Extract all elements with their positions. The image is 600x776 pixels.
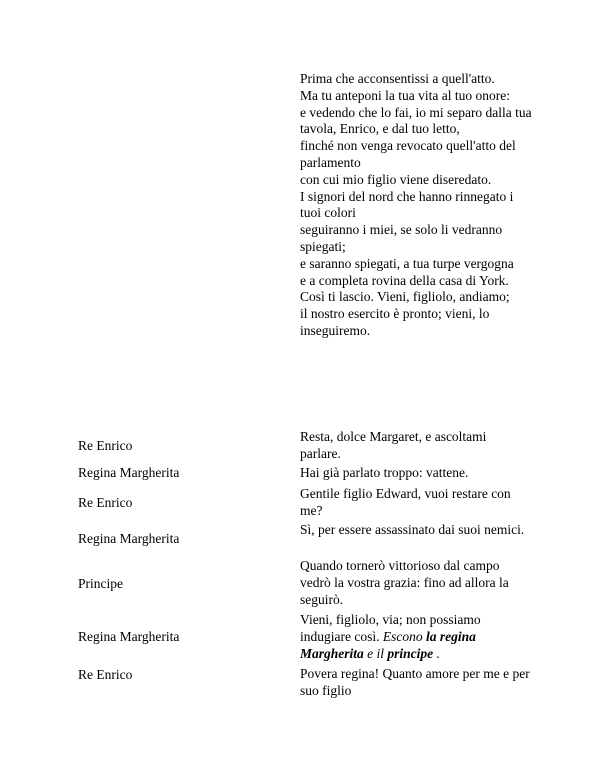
speaker-name: Regina Margherita: [78, 531, 180, 546]
speech-line: con cui mio figlio viene diseredato.: [300, 171, 492, 187]
speech-line: Prima che acconsentissi a quell'atto.: [300, 71, 495, 86]
speech-line: Ma tu anteponi la tua vita al tuo onore:: [300, 87, 510, 103]
stage-direction-verb: Escono: [382, 628, 423, 644]
stage-direction-character: la regina Margherita: [300, 628, 476, 661]
dialogue-text: Gentile figlio Edward, vuoi restare con me?: [300, 486, 511, 518]
speech-line: e a completa rovina della casa di York.: [300, 272, 509, 288]
dialogue-text: Hai già parlato troppo: vattene.: [300, 465, 469, 480]
opening-speech: [300, 71, 535, 340]
dialogue-text: Quando tornerò vittorioso dal campo vedrò la vostra grazia: fino ad allora la seguirò.: [300, 558, 509, 607]
speech-line: seguiranno i miei, se solo li vedranno spiegati;: [300, 222, 503, 254]
speaker-name: Regina Margherita: [78, 465, 180, 480]
speaker-name: Re Enrico: [78, 667, 133, 682]
dialogue-line: Vieni, figliolo, via; non possiamo indugiare così.: [300, 612, 481, 644]
stage-direction-conjunction: e il: [367, 645, 385, 661]
speaker-name: Regina Margherita: [78, 629, 180, 644]
dialogue-text: Resta, dolce Margaret, e ascoltami parlare.: [300, 429, 487, 461]
speech-line: Così ti lascio. Vieni, figliolo, andiamo;: [300, 289, 510, 305]
dialogue-text: [300, 612, 530, 662]
speech-line: il nostro esercito è pronto; vieni, lo inseguiremo.: [300, 306, 490, 338]
speaker-name: Re Enrico: [78, 495, 133, 510]
speaker-name: Re Enrico: [78, 438, 133, 453]
speech-line: e saranno spiegati, a tua turpe vergogna: [300, 255, 514, 271]
dialogue-text: Povera regina! Quanto amore per me e per suo figlio: [300, 666, 530, 698]
stage-direction-character: principe: [387, 645, 434, 661]
dialogue-text: Sì, per essere assassinato dai suoi nemici.: [300, 522, 525, 537]
speech-line: finché non venga revocato quell'atto del parlamento: [300, 138, 516, 170]
speech-line: I signori del nord che hanno rinnegato i tuoi colori: [300, 188, 514, 221]
speaker-name: Principe: [78, 576, 123, 591]
stage-direction-end: .: [436, 645, 440, 661]
speech-line: e vedendo che lo fai, io mi separo dalla tua tavola, Enrico, e dal tuo letto,: [300, 104, 532, 137]
